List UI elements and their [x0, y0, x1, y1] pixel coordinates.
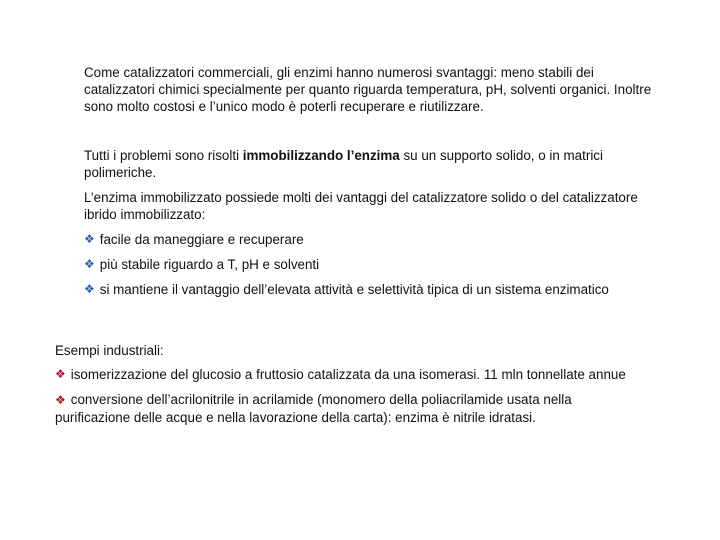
list-item: [84, 256, 684, 273]
diamond-bullet-icon: ❖: [84, 257, 95, 271]
solution-suffix: su un supporto solido, o in matrici polimeriche.: [84, 148, 603, 180]
list-item: [84, 231, 684, 248]
diamond-bullet-icon: ❖: [55, 393, 66, 407]
solution-prefix: Tutti i problemi sono risolti: [84, 148, 243, 163]
list-item: [55, 391, 615, 426]
diamond-bullet-icon: ❖: [55, 367, 66, 381]
examples-list: [55, 366, 665, 426]
list-item-text: si mantiene il vantaggio dell’elevata attività e selettività tipica di un sistema enzimatico: [99, 282, 609, 297]
advantages-list: [84, 231, 684, 298]
examples-heading-text: Esempi industriali:: [55, 343, 164, 358]
solution-emphasis: immobilizzando l’enzima: [242, 148, 400, 163]
list-item-text: conversione dell’acrilonitrile in acrilamide (monomero della poliacrilamide usata nella purificazione delle acque e nella lavorazione della carta): enzima è nitrile idratasi.: [55, 392, 572, 425]
examples-heading: [55, 342, 164, 359]
list-item-text: più stabile riguardo a T, pH e solventi: [99, 257, 320, 272]
diamond-bullet-icon: ❖: [84, 232, 95, 246]
list-item-text: facile da maneggiare e recuperare: [99, 232, 304, 247]
list-item: [84, 281, 684, 298]
diamond-bullet-icon: ❖: [84, 282, 95, 296]
list-item-text: isomerizzazione del glucosio a fruttosio catalizzata da una isomerasi. 11 mln tonnellate annue: [70, 367, 626, 382]
intro-text: Come catalizzatori commerciali, gli enzimi hanno numerosi svantaggi: meno stabili dei catalizzatori chimici specialmente per quanto riguarda temperatura, pH, solventi organici. Inoltre sono molto costosi e l’unico modo è poterli recuperare e riutilizzare.: [84, 65, 652, 114]
solution-paragraph: [84, 147, 644, 181]
advantages-intro-text: L’enzima immobilizzato possiede molti dei vantaggi del catalizzatore solido o del catalizzatore ibrido immobilizzato:: [84, 190, 638, 222]
advantages-intro: [84, 189, 644, 223]
intro-paragraph: [84, 64, 664, 115]
list-item: [55, 366, 665, 383]
